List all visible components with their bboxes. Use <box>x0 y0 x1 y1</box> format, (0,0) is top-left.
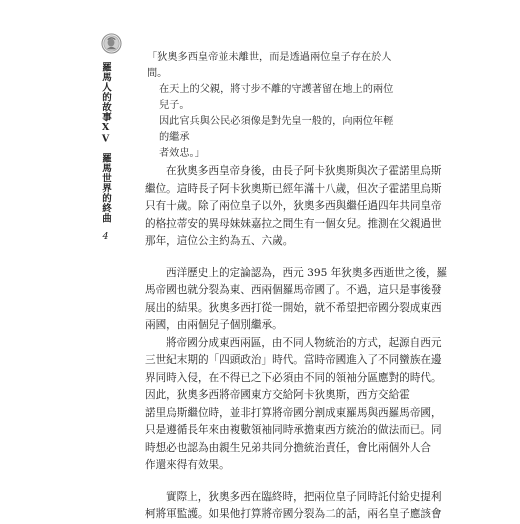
text-line: 的格拉蒂安的異母妹妹嘉拉之間生有一個女兒。推測在父親過世 <box>145 217 442 230</box>
quote-line: 在天上的父親，將寸步不離的守護著留在地上的兩位兒子。 <box>159 84 394 111</box>
page-number: 4 <box>100 231 111 243</box>
text-line: 那年，這位公主約為五、六歲。 <box>145 235 294 247</box>
quote-line: 「狄奧多西皇帝並未離世，而是透過兩位皇子存在於人間。 <box>147 52 392 79</box>
text-line: 界同時入侵，在不得已之下必須由不同的領袖分區應對的時代。 <box>145 371 442 384</box>
paragraph <box>145 163 442 251</box>
paragraph <box>145 335 442 475</box>
text-line: 兩國，由兩個兒子個別繼承。 <box>145 319 283 331</box>
text-line: 因此，狄奧多西將帝國東方交給阿卡狄奧斯，西方交給霍 <box>145 389 410 401</box>
series-title: 羅馬人的故事XV <box>100 62 111 145</box>
block-quote <box>145 50 403 162</box>
quote-line: 者效忠。」 <box>159 148 205 159</box>
text-line: 實際上，狄奧多西在臨終時，把兩位皇子同時託付給史提利 <box>166 490 442 503</box>
text-line: 馬帝國也就分裂為東、西兩個羅馬帝國了。不過，這只是事後發 <box>145 284 442 296</box>
text-line: 三世紀末期的「四頭政治」時代。當時帝國進入了不同蠻族在邊 <box>145 354 442 366</box>
text-line: 在狄奧多西皇帝身後，由長子阿卡狄奧斯與次子霍諾里烏斯 <box>166 165 442 177</box>
body-text <box>145 50 448 524</box>
text-line: 諾里烏斯繼位時，並非打算將帝國分割成東羅馬與西羅馬帝國， <box>145 406 442 419</box>
paragraph <box>145 489 442 524</box>
text-line: 繼位。這時長子阿卡狄奧斯已經年滿十八歲，但次子霍諾里烏斯 <box>145 182 442 195</box>
quote-line: 因此官兵與公民必須像是對先皇一般的，向兩位年輕的繼承 <box>159 116 394 143</box>
text-line: 只有十歲。除了兩位皇子以外，狄奧多西與繼任過四年共同皇帝 <box>145 200 442 212</box>
volume-title: 羅馬世界的終曲 <box>100 153 111 223</box>
text-line: 柯將軍監護。如果他打算將帝國分裂為二的話，兩名皇子應該會 <box>145 508 442 520</box>
text-line: 作還來得有效果。 <box>145 459 230 471</box>
paragraph <box>145 265 448 335</box>
text-line: 時想必也認為由親生兄弟共同分擔統治責任，會比兩個外人合 <box>145 441 432 454</box>
text-line: 將帝國分成東西兩區，由不同人物統治的方式，起源自西元 <box>166 336 442 349</box>
running-title <box>100 62 111 243</box>
text-line: 西洋歷史上的定論認為，西元 395 年狄奧多西逝世之後，羅 <box>166 266 448 279</box>
text-line: 展出的結果。狄奧多西打從一開始，就不希望把帝國分裂成東西 <box>145 301 442 314</box>
coin-portrait-icon <box>101 33 122 54</box>
text-line: 只是遵循長年來由複數領袖同時承擔東西方統治的做法而已。同 <box>145 424 442 436</box>
